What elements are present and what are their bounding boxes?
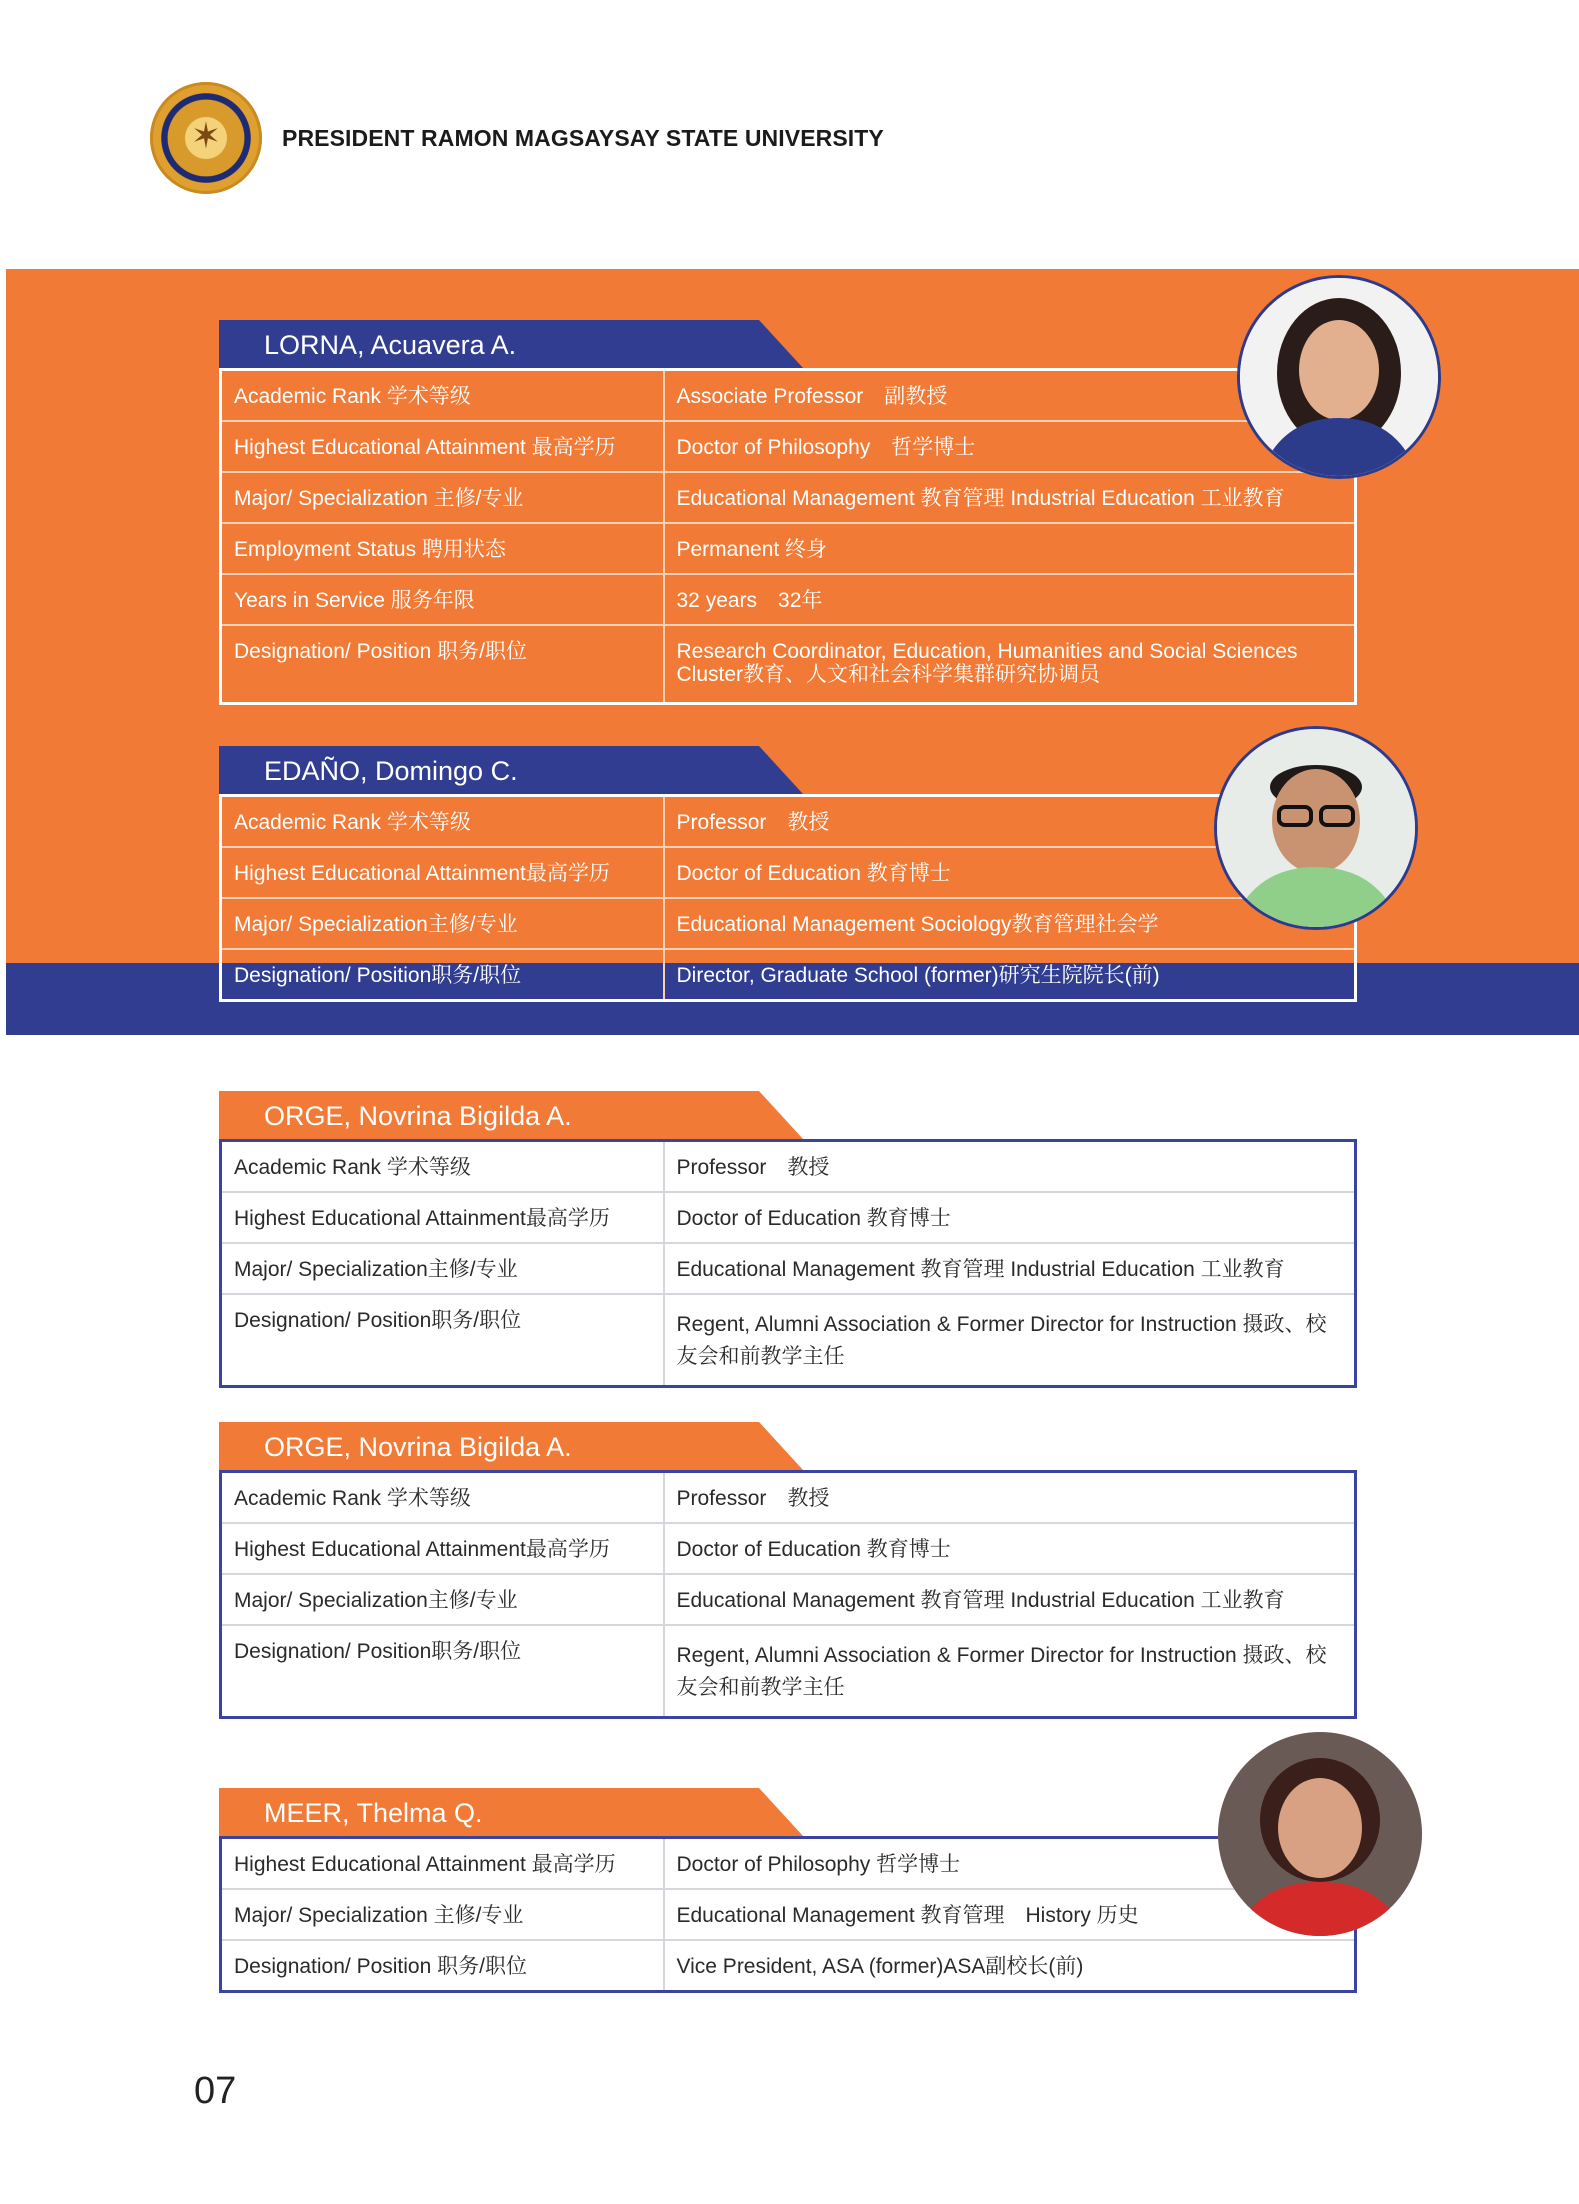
row-value: Regent, Alumni Association & Former Director for Instruction 摄政、校友会和前教学主任: [664, 1625, 1356, 1718]
faculty-name: ORGE, Novrina Bigilda A.: [264, 1432, 572, 1462]
row-label: Highest Educational Attainment最高学历: [221, 847, 664, 898]
row-value: Regent, Alumni Association & Former Director for Instruction 摄政、校友会和前教学主任: [664, 1294, 1356, 1387]
row-label: Highest Educational Attainment 最高学历: [221, 421, 664, 472]
row-label: Academic Rank 学术等级: [221, 796, 664, 848]
faculty-info-table: [219, 1836, 1357, 1993]
row-value: 32 years 32年: [664, 574, 1356, 625]
row-value: Director, Graduate School (former)研究生院院长(前): [664, 949, 1356, 1001]
row-value: Associate Professor 副教授: [664, 370, 1356, 422]
table-row: [221, 1472, 1356, 1524]
table-row: [221, 1141, 1356, 1193]
faculty-card-orge-2: [219, 1422, 1357, 1719]
table-row: [221, 1940, 1356, 1992]
faculty-info-table: [219, 368, 1357, 705]
row-value: Professor 教授: [664, 1141, 1356, 1193]
row-label: Major/ Specialization主修/专业: [221, 1574, 664, 1625]
university-name: PRESIDENT RAMON MAGSAYSAY STATE UNIVERSITY: [282, 124, 884, 151]
table-row: [221, 898, 1356, 949]
row-label: Academic Rank 学术等级: [221, 1141, 664, 1193]
page-header: [150, 82, 884, 194]
faculty-photo-meer: [1218, 1732, 1422, 1936]
table-row: [221, 1889, 1356, 1940]
row-value: Research Coordinator, Education, Humanities and Social Sciences Cluster教育、人文和社会科学集群研究协调员: [664, 625, 1356, 703]
table-row: [221, 1294, 1356, 1387]
row-label: Designation/ Position 职务/职位: [221, 625, 664, 703]
table-row: [221, 949, 1356, 1001]
name-tab: [219, 1091, 803, 1139]
faculty-card-lorna: [219, 320, 1357, 705]
table-row: [221, 523, 1356, 574]
table-row: [221, 1523, 1356, 1574]
row-label: Highest Educational Attainment 最高学历: [221, 1838, 664, 1890]
row-value: Doctor of Philosophy 哲学博士: [664, 421, 1356, 472]
faculty-name: LORNA, Acuavera A.: [264, 330, 517, 360]
faculty-photo-edano: [1214, 726, 1418, 930]
faculty-info-table: [219, 794, 1357, 1002]
faculty-card-meer: [219, 1788, 1357, 1993]
row-value: Educational Management Sociology教育管理社会学: [664, 898, 1356, 949]
row-label: Designation/ Position职务/职位: [221, 949, 664, 1001]
table-row: [221, 370, 1356, 422]
faculty-info-table: [219, 1139, 1357, 1388]
row-label: Employment Status 聘用状态: [221, 523, 664, 574]
table-row: [221, 472, 1356, 523]
row-label: Designation/ Position 职务/职位: [221, 1940, 664, 1992]
row-value: Doctor of Education 教育博士: [664, 1192, 1356, 1243]
table-row: [221, 1625, 1356, 1718]
row-value: Educational Management 教育管理 Industrial Education 工业教育: [664, 1243, 1356, 1294]
faculty-name: MEER, Thelma Q.: [264, 1798, 483, 1828]
table-row: [221, 574, 1356, 625]
row-value: Doctor of Education 教育博士: [664, 847, 1356, 898]
row-label: Major/ Specialization主修/专业: [221, 898, 664, 949]
faculty-photo-lorna: [1237, 275, 1441, 479]
row-value: Doctor of Philosophy 哲学博士: [664, 1838, 1356, 1890]
table-row: [221, 421, 1356, 472]
table-row: [221, 1192, 1356, 1243]
table-row: [221, 847, 1356, 898]
faculty-info-table: [219, 1470, 1357, 1719]
row-label: Years in Service 服务年限: [221, 574, 664, 625]
row-label: Major/ Specialization主修/专业: [221, 1243, 664, 1294]
row-value: Educational Management 教育管理 Industrial Education 工业教育: [664, 1574, 1356, 1625]
page-number: 07: [194, 2070, 237, 2112]
name-tab: [219, 746, 803, 794]
row-label: Highest Educational Attainment最高学历: [221, 1192, 664, 1243]
table-row: [221, 1574, 1356, 1625]
row-label: Major/ Specialization 主修/专业: [221, 472, 664, 523]
table-row: [221, 1243, 1356, 1294]
faculty-name: ORGE, Novrina Bigilda A.: [264, 1101, 572, 1131]
row-label: Major/ Specialization 主修/专业: [221, 1889, 664, 1940]
row-value: Permanent 终身: [664, 523, 1356, 574]
name-tab: [219, 1788, 803, 1836]
row-label: Designation/ Position职务/职位: [221, 1625, 664, 1718]
table-row: [221, 796, 1356, 848]
row-value: Educational Management 教育管理 Industrial Education 工业教育: [664, 472, 1356, 523]
table-row: [221, 625, 1356, 703]
row-value: Educational Management 教育管理 History 历史: [664, 1889, 1356, 1940]
row-label: Designation/ Position职务/职位: [221, 1294, 664, 1387]
name-tab: [219, 320, 803, 368]
faculty-card-edano: [219, 746, 1357, 1002]
row-value: Doctor of Education 教育博士: [664, 1523, 1356, 1574]
name-tab: [219, 1422, 803, 1470]
table-row: [221, 1838, 1356, 1890]
row-label: Academic Rank 学术等级: [221, 1472, 664, 1524]
row-value: Vice President, ASA (former)ASA副校长(前): [664, 1940, 1356, 1992]
row-label: Academic Rank 学术等级: [221, 370, 664, 422]
row-label: Highest Educational Attainment最高学历: [221, 1523, 664, 1574]
row-value: Professor 教授: [664, 796, 1356, 848]
university-seal-icon: ✶: [150, 82, 262, 194]
faculty-name: EDAÑO, Domingo C.: [264, 756, 518, 786]
faculty-card-orge: [219, 1091, 1357, 1388]
row-value: Professor 教授: [664, 1472, 1356, 1524]
